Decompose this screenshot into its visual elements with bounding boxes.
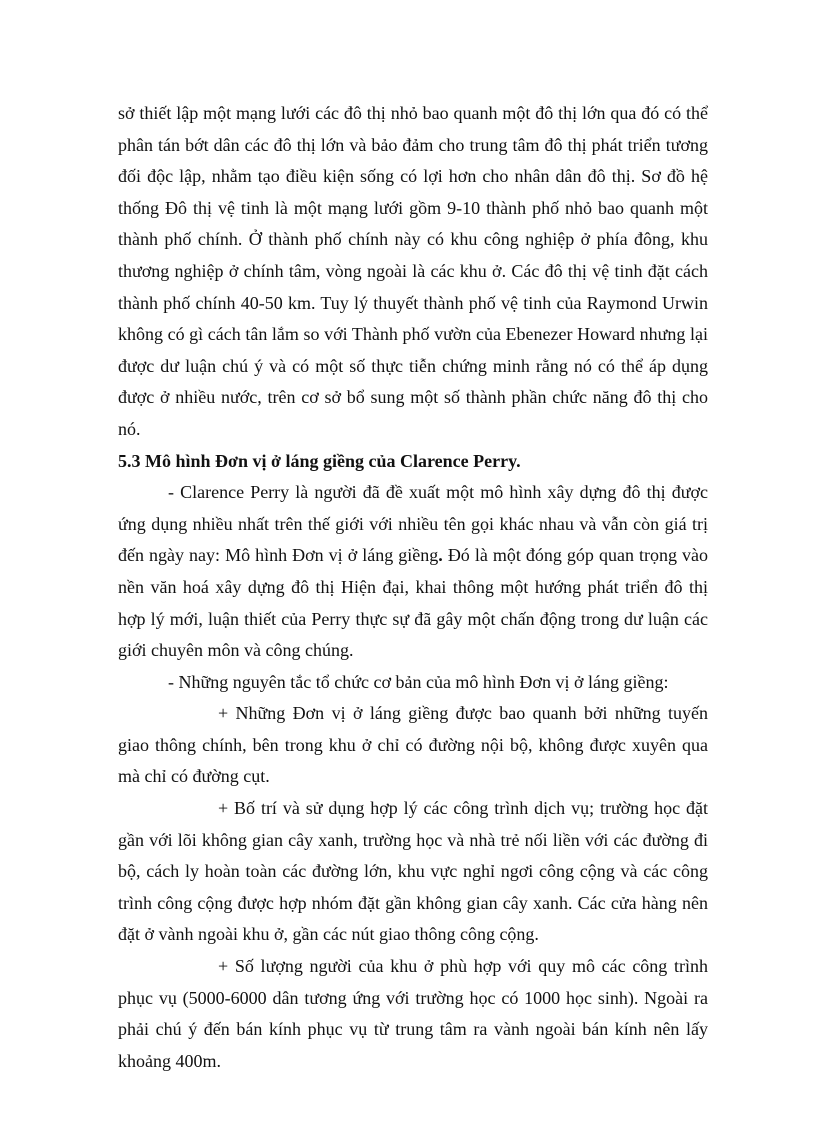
document-body [118,98,708,1077]
principle-item-traffic: + Những Đơn vị ở láng giềng được bao quanh bởi những tuyến giao thông chính, bên trong khu ở chỉ có đường nội bộ, không được xuyên qua mà chỉ có đường cụt. [118,703,708,787]
principle-item-services: + Bố trí và sử dụng hợp lý các công trình dịch vụ; trường học đặt gần với lõi không gian cây xanh, trường học và nhà trẻ nối liền với các đường đi bộ, cách ly hoàn toàn các đường lớn, khu vực nghỉ ngơi công cộng và các công trình công cộng được hợp nhóm đặt gần không gian cây xanh. Các cửa hàng nên đặt ở vành ngoài khu ở, gần các nút giao thông công cộng. [118,798,708,945]
paragraph-clarence-perry [118,477,708,667]
paragraph-clarence-perry-text-continued: Đó là một đóng góp quan trọng vào nền văn hoá xây dựng đô thị Hiện đại, khai thông một hướng phát triển đô thị hợp lý mới, luận thiết của Perry thực sự đã gây một chấn động trong dư luận các giới chuyên môn và công chúng. [118,545,708,661]
paragraph-clarence-perry-text: - Clarence Perry là người đã đề xuất một mô hình xây dựng đô thị được ứng dụng nhiều nhất trên thế giới với nhiều tên gọi khác nhau và vẫn còn giá trị đến ngày nay: Mô hình Đơn vị ở láng giềng [118,482,708,566]
paragraph-satellite-city: sở thiết lập một mạng lưới các đô thị nhỏ bao quanh một đô thị lớn qua đó có thể phân tán bớt dân các đô thị lớn và bảo đảm cho trung tâm đô thị phát triển tương đối độc lập, nhằm tạo điều kiện sống có lợi hơn cho nhân dân đô thị. Sơ đồ hệ thống Đô thị vệ tinh là một mạng lưới gồm 9-10 thành phố nhỏ bao quanh một thành phố chính. Ở thành phố chính này có khu công nghiệp ở phía đông, khu thương nghiệp ở chính tâm, vòng ngoài là các khu ở. Các đô thị vệ tinh đặt cách thành phố chính 40-50 km. Tuy lý thuyết thành phố vệ tinh của Raymond Urwin không có gì cách tân lắm so với Thành phố vườn của Ebenezer Howard nhưng lại được dư luận chú ý và có một số thực tiễn chứng minh rằng nó có thể áp dụng được ở nhiều nước, trên cơ sở bổ sung một số thành phần chức năng đô thị cho nó. [118,103,708,439]
section-heading: 5.3 Mô hình Đơn vị ở láng giềng của Clarence Perry. [118,450,521,471]
bold-period: . [438,545,443,566]
principle-item-population: + Số lượng người của khu ở phù hợp với quy mô các công trình phục vụ (5000-6000 dân tương ứng với trường học có 1000 học sinh). Ngoài ra phải chú ý đến bán kính phục vụ từ trung tâm ra vành ngoài bán kính nên lấy khoảng 400m. [118,956,708,1071]
paragraph-principles-intro: - Những nguyên tắc tổ chức cơ bản của mô hình Đơn vị ở láng giềng: [168,671,669,692]
